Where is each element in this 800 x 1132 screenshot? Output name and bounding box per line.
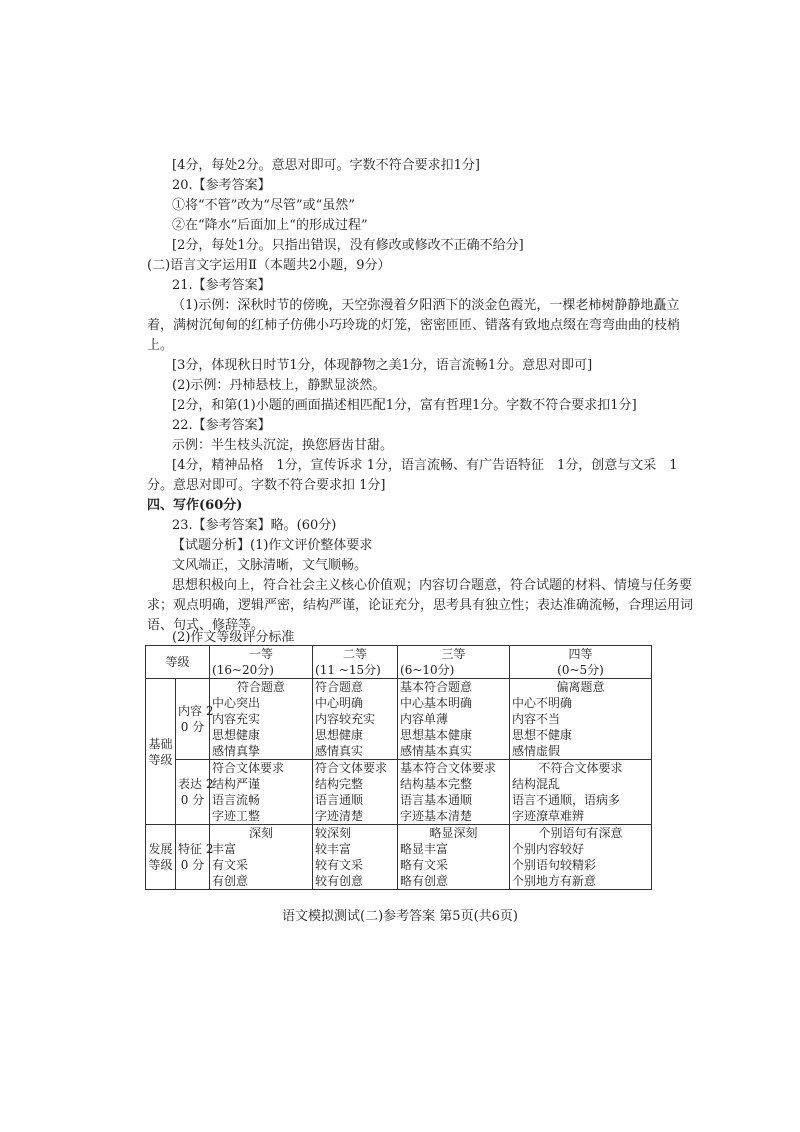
section-4-heading: 四、写作(60分) (147, 498, 243, 513)
cell-text: 思想健康 (212, 728, 261, 742)
grade-header-label: 等级 (165, 655, 190, 669)
cell-text: 较有创意 (315, 874, 364, 888)
cell-text: 字迹清楚 (315, 809, 364, 823)
page-footer: 语文模拟测试(二)参考答案 第5页(共6页) (282, 909, 518, 924)
content-label-cell (176, 679, 214, 760)
cell-text: 感情真实 (315, 744, 364, 758)
col-name-1: 一等 (249, 647, 274, 661)
cell-text: 内容充实 (212, 712, 261, 726)
cell-text: 结构混乱 (512, 777, 561, 791)
expression-cell-3 (398, 760, 510, 825)
col-range-1: (16~20分) (212, 663, 274, 677)
essay-grading-table (145, 645, 652, 890)
cell-text: 个别地方有新意 (512, 874, 597, 888)
analysis-line-2: 思想积极向上，符合社会主义核心价值观；内容切合题意，符合试题的材料、情境与任务要 (172, 578, 693, 593)
cell-text: 感情基本真实 (400, 744, 473, 758)
expression-cell-1 (210, 760, 313, 825)
cell-text: 较有文采 (315, 858, 364, 872)
dev-level-label-2: 等级 (148, 858, 173, 872)
cell-text: 语言通顺 (315, 793, 364, 807)
cell-text: 字迹工整 (212, 809, 261, 823)
content-cell-1 (210, 679, 313, 760)
feature-label-1: 特征 2 (178, 842, 214, 856)
content-row (146, 679, 652, 760)
analysis-line-3: 求；观点明确，逻辑严密，结构严谨，论证充分，思考具有独立性；表达准确流畅，合理运用词 (147, 598, 694, 613)
cell-text: 符合文体要求 (315, 761, 388, 775)
cell-text: 字迹基本清楚 (400, 809, 473, 823)
cell-text: 内容不当 (512, 712, 561, 726)
cell-text: 较深刻 (315, 826, 352, 840)
feature-cell-4 (510, 825, 652, 890)
feature-label-2: 0 分 (180, 858, 205, 872)
cell-text: 略显深刻 (429, 826, 478, 840)
cell-text: 内容单薄 (400, 712, 449, 726)
cell-text: 结构完整 (315, 777, 364, 791)
col-range-2: (11 ~15分) (315, 663, 381, 677)
expression-cell-2 (313, 760, 398, 825)
cell-text: 较丰富 (315, 842, 352, 856)
cell-text: 中心突出 (212, 696, 261, 710)
feature-cell-3 (398, 825, 510, 890)
q21-answer-2: (2)示例：丹柿悬枝上，静默显淡然。 (172, 378, 386, 393)
content-cell-2 (313, 679, 398, 760)
cell-text: 丰富 (212, 842, 237, 856)
cell-text: 思想基本健康 (400, 728, 473, 742)
grade-header-cell (146, 646, 210, 679)
q20-scoring-note: [2分，每处1分。只指出错误，没有修改或修改不正确不给分] (172, 238, 524, 253)
cell-text: 思想不健康 (512, 728, 573, 742)
cell-text: 有文采 (212, 858, 249, 872)
cell-text: 基本符合文体要求 (400, 761, 497, 775)
cell-text: 符合题意 (237, 680, 286, 694)
col-name-4: 四等 (568, 647, 593, 661)
col-name-3: 三等 (441, 647, 466, 661)
q21-scoring-note-2: [2分，和第(1)小题的画面描述相匹配1分，富有哲理1分。字数不符合要求扣1分] (172, 398, 637, 413)
feature-row (146, 825, 652, 890)
q22-heading: 22.【参考答案】 (172, 418, 271, 433)
cell-text: 个别语句较精彩 (512, 858, 597, 872)
cell-text: 结构基本完整 (400, 777, 473, 791)
feature-label-cell (176, 825, 214, 890)
basic-level-cell (146, 679, 176, 825)
header-cell-3 (398, 646, 510, 679)
header-cell-4 (510, 646, 652, 679)
basic-level-label-2: 等级 (148, 752, 173, 767)
feature-cell-1 (210, 825, 313, 890)
q21-scoring-note-1: [3分，体现秋日时节1分，体现静物之美1分，语言流畅1分。意思对即可] (172, 358, 593, 373)
col-range-3: (6~10分) (400, 663, 455, 677)
cell-text: 深刻 (249, 826, 274, 840)
expression-label-2: 0 分 (180, 793, 205, 807)
cell-text: 符合题意 (315, 680, 364, 694)
cell-text: 略有创意 (400, 874, 449, 888)
cell-text: 内容较充实 (315, 712, 376, 726)
q22-answer: 示例：半生枝头沉淀，换您唇齿甘甜。 (172, 438, 394, 453)
cell-text: 偏离题意 (556, 680, 605, 694)
cell-text: 符合文体要求 (212, 761, 285, 775)
q21-answer-line-1: （1)示例：深秋时节的傍晚，天空弥漫着夕阳洒下的淡金色霞光，一棵老柿树静静地矗立 (172, 298, 680, 313)
q19-scoring-note: [4分，每处2分。意思对即可。字数不符合要求扣1分] (172, 158, 480, 173)
cell-text: 中心明确 (315, 696, 364, 710)
expression-row (146, 760, 652, 825)
q20-answer-2: ②在“降水”后面加上“的形成过程” (172, 218, 368, 233)
col-name-2: 二等 (343, 647, 368, 661)
q21-heading: 21.【参考答案】 (172, 278, 271, 293)
content-cell-3 (398, 679, 510, 760)
analysis-heading: 【试题分析】(1)作文评价整体要求 (172, 538, 373, 553)
cell-text: 有创意 (212, 874, 249, 888)
cell-text: 语言基本通顺 (400, 793, 473, 807)
feature-cell-2 (313, 825, 398, 890)
cell-text: 个别语句有深意 (538, 826, 623, 840)
grading-standard-heading: (2)作文等级评分标准 (172, 630, 295, 645)
expression-label-cell (176, 760, 214, 825)
cell-text: 语言流畅 (212, 793, 261, 807)
cell-text: 语言不通顺，语病多 (512, 793, 621, 807)
analysis-line-1: 文风端正，文脉清晰，文气顺畅。 (172, 558, 368, 573)
table-header-row (146, 646, 652, 679)
q20-answer-1: ①将“不管”改为“尽管”或“虽然” (172, 198, 355, 213)
content-cell-4 (510, 679, 652, 760)
cell-text: 基本符合题意 (400, 680, 473, 694)
header-cell-1 (210, 646, 313, 679)
cell-text: 中心不明确 (512, 696, 573, 710)
expression-label-1: 表达 2 (178, 777, 214, 791)
q23-heading: 23.【参考答案】略。(60分) (172, 518, 337, 533)
q20-heading: 20.【参考答案】 (172, 178, 271, 193)
analysis-line-4: 语、句式、修辞等。 (147, 618, 265, 633)
content-label-2: 0 分 (180, 720, 205, 734)
cell-text: 略显丰富 (400, 842, 449, 856)
basic-level-label-1: 基础 (148, 736, 173, 751)
q21-answer-line-2: 着，满树沉甸甸的红柿子仿佛小巧玲珑的灯笼，密密匝匝、错落有致地点缀在弯弯曲曲的枝梢 (147, 318, 681, 333)
cell-text: 个别内容较好 (512, 842, 585, 856)
dev-level-cell (146, 825, 176, 890)
q21-answer-line-3: 上。 (147, 338, 174, 353)
expression-cell-4 (510, 760, 652, 825)
q22-scoring-note-2: 分。意思对即可。字数不符合要求扣 1分] (147, 478, 386, 493)
content-label-1: 内容 2 (178, 704, 214, 718)
header-cell-2 (313, 646, 398, 679)
q22-scoring-note-1: [4分，精神品格 1分，宣传诉求 1分，语言流畅、有广告语特征 1分，创意与文采 1 (172, 458, 678, 473)
cell-text: 感情虚假 (512, 744, 561, 758)
cell-text: 中心基本明确 (400, 696, 473, 710)
cell-text: 略有文采 (400, 858, 449, 872)
cell-text: 思想健康 (315, 728, 364, 742)
cell-text: 感情真挚 (212, 744, 261, 758)
cell-text: 结构严谨 (212, 777, 261, 791)
col-range-4: (0~5分) (557, 663, 604, 677)
cell-text: 不符合文体要求 (538, 761, 623, 775)
dev-level-label-1: 发展 (148, 842, 173, 856)
section-2-heading: (二)语言文字运用Ⅱ（本题共2小题，9分） (147, 258, 391, 273)
cell-text: 字迹潦草难辨 (512, 809, 585, 823)
